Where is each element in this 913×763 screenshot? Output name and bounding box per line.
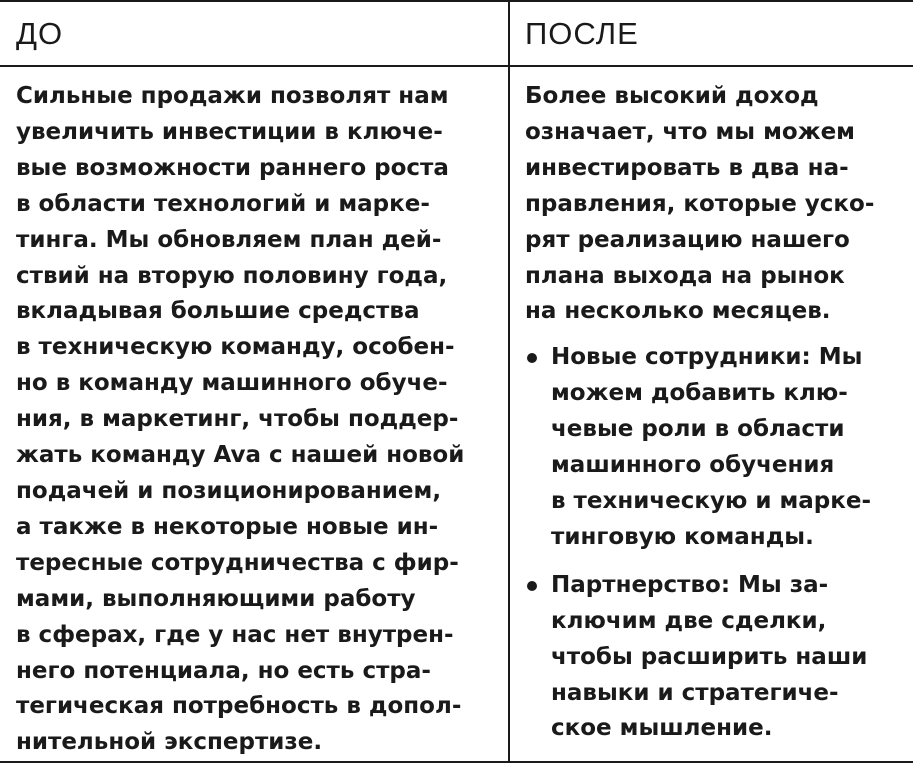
before-line: подачей и позиционированием, [16, 477, 442, 504]
header-row [0, 1, 913, 66]
before-line: жать команду Ava с нашей новой [16, 442, 465, 469]
bullet-item-partnership [525, 568, 905, 748]
before-line: в области технологий и марке- [16, 190, 430, 217]
bullet-line: можем добавить клю- [551, 380, 848, 407]
before-line: вые возможности раннего роста [16, 154, 449, 181]
before-line: нительной экспертизе. [16, 729, 323, 756]
before-line: тересные сотрудничества с фир- [16, 549, 459, 576]
bullet-line: машинного обучения [551, 452, 835, 479]
before-line: мами, выполняющими работу [16, 585, 416, 612]
before-line: ствий на вторую половину года, [16, 262, 448, 289]
bullet-line: чтобы расширить наши [551, 643, 868, 670]
before-line: а также в некоторые новые ин- [16, 513, 439, 540]
before-line: увеличить инвестиции в ключе- [16, 118, 443, 145]
bullet-item-new-hires [525, 340, 905, 555]
bullet-line: Партнерство: Мы за- [551, 571, 829, 598]
bullet-line: чевые роли в области [551, 416, 845, 443]
after-bullet-list [525, 340, 905, 747]
bullet-line: ключим две сделки, [551, 607, 827, 634]
bullet-line: тинговую команды. [551, 523, 814, 550]
after-intro-line: означает, что мы можем [525, 118, 855, 145]
header-after: ПОСЛЕ [509, 1, 913, 66]
after-intro-line: Более высокий доход [525, 83, 819, 109]
bullet-dot-icon [527, 581, 537, 591]
before-text [16, 79, 498, 761]
bullet-line: Новые сотрудники: Мы [551, 344, 863, 371]
after-intro-line: инвестировать в два на- [525, 154, 849, 181]
after-intro-line: на несколько месяцев. [525, 298, 831, 325]
header-before: ДО [0, 1, 509, 66]
after-intro-line: рят реализацию нашего [525, 226, 850, 253]
before-line: в техническую команду, особен- [16, 334, 455, 361]
before-line: тегическая потребность в допол- [16, 693, 462, 720]
after-intro-line: плана выхода на рынок [525, 262, 845, 289]
before-cell [0, 66, 509, 762]
after-cell [509, 66, 913, 762]
before-line: вкладывая большие средства [16, 298, 420, 325]
bullet-line: навыки и стратегиче- [551, 679, 839, 706]
after-intro-line: правления, которые уско- [525, 190, 875, 217]
before-line: но в команду машинного обуче- [16, 370, 448, 397]
content-row [0, 66, 913, 762]
before-line: тинга. Мы обновляем план дей- [16, 226, 442, 253]
bullet-dot-icon [527, 353, 537, 363]
bullet-line: ское мышление. [551, 715, 773, 742]
before-line: в сферах, где у нас нет внутрен- [16, 621, 454, 648]
after-intro [525, 79, 905, 330]
before-line: ния, в маркетинг, чтобы поддер- [16, 406, 459, 433]
before-line: Сильные продажи позволят нам [16, 83, 449, 109]
bullet-line: в техническую и марке- [551, 487, 871, 514]
before-line: него потенциала, но есть стра- [16, 657, 431, 684]
